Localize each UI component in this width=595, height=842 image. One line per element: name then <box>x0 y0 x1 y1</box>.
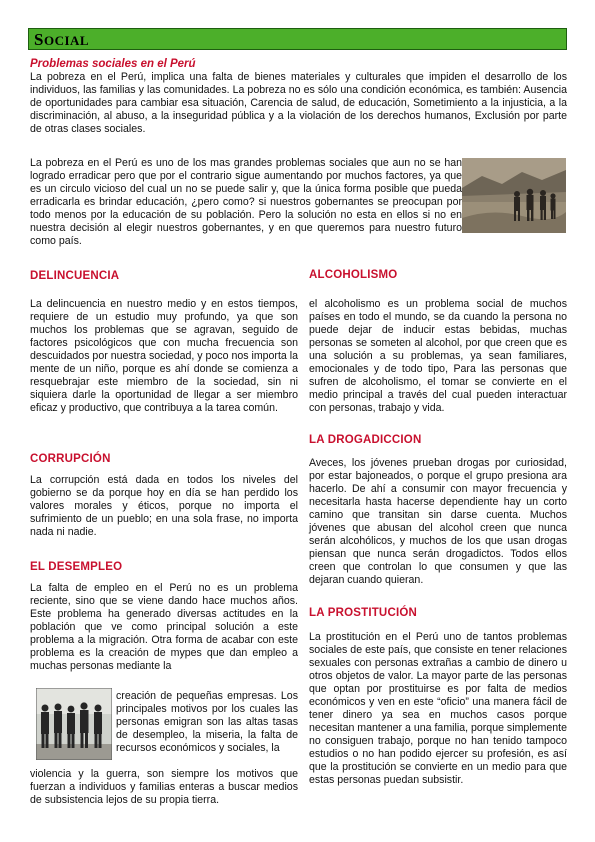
text-drogadiccion: Aveces, los jóvenes prueban drogas por curiosidad, por estar bajoneados, o porque el grupo presiona ara hacerlo. De ahí a consumir con mayor frecuencia y necesitarla hasta hacerse dependiente hay un corto camino que transitan sin darse cuenta. Muchos jóvenes que abusan del alcohol creen que nunca serán alcohólicos, y muchos de los que usan drogas piensan que nunca serán drogadictos. Todos ellos creen que controlan lo que consumen y que las dejaran cuando quieran. <box>309 457 567 586</box>
section-header-bar <box>28 28 567 50</box>
children-walking-photo <box>462 158 566 233</box>
heading-corrupcion: CORRUPCIÓN <box>30 453 111 465</box>
text-prostitucion: La prostitución en el Perú uno de tantos problemas sociales de este país, que consiste en tener relaciones sexuales con personas extrañas a cambio de dinero u otros objetos de valor. La mayor parte de las personas que optan por prostituirse es por falta de medios económicos y ven en este “oficio” una manera fácil de tener dinero ya sea en muchos casos porque necesitan mantener a una familia, porque simplemente no consiguen trabajo, porque no han tenido tampoco estudios o no han podido ejercer su profesión, es así que la prostitución se convierte en un medio para que estas personas puedan subsistir. <box>309 631 567 786</box>
text-corrupcion: La corrupción está dada en todos los niveles del gobierno se da porque hoy en día se han perdido los valores morales y éticos, porque no importa el sufrimiento de un pueblo; en una sola frase, no importa nada ni nadie. <box>30 474 298 538</box>
text-alcoholismo: el alcoholismo es un problema social de muchos países en todo el mundo, se da cuando la persona no puede dejar de inducir estas bebidas, muchas personas se someten al alcohol, por que creen que es una solución a su problemas, ya sean familiares, emocionales y de todo tipo, Para las personas que sufren de alcoholismo, el tomar se convierte en el medio principal a través del cual pueden interactuar con personas, trabajo y vida. <box>309 298 567 414</box>
text-delincuencia: La delincuencia en nuestro medio y en estos tiempos, requiere de un estudio muy profundo, ya que son muchos los problemas que se agravan, seguido de factores psicológicos que con mucha frecuencia son descuidados por nuestra sociedad, y poco nos importa la mente de un niño, porque es ahí donde se comienza a resquebrajar este miembro de la sociedad, sin ni siquiera darle la oportunidad de llegar a ser miembro eficaz y productivo, que contribuya a la tarea común. <box>30 298 298 414</box>
migration-queue-photo <box>36 688 112 760</box>
intro-paragraph-1: La pobreza en el Perú, implica una falta de bienes materiales y culturales que impiden el desarrollo de los individuos, las familias y las comunidades. La pobreza no es sólo una condición económica, es también: Ausencia de oportunidades para cambiar esa situación, Carencia de salud, de educación, Sometimiento a la injusticia, a la discriminación, al abuso, a la inseguridad pública y a la violación de los derechos humanos, Exclusión por parte de otras clases sociales. <box>30 71 567 135</box>
intro-paragraph-2: La pobreza en el Perú es uno de los mas grandes problemas sociales que aun no se han logrado erradicar pero que por el contrario sigue aumentando por muchos factores, ya que es un circulo vicioso del cual un no se puede salir y, que la única forma posible que pueda erradicarla es brindar educación, ¿pero como? si nuestros gobernantes se preocupan por todo menos por la educación de su población. Pero la solución no esta en ellos si no en nuestra decisión al elegir nuestros gobernantes, y en que queremos para nuestro futuro como país. <box>30 157 462 247</box>
section-title: SOCIAL <box>34 30 90 49</box>
heading-prostitucion: LA PROSTITUCIÓN <box>309 607 417 619</box>
article-subtitle: Problemas sociales en el Perú <box>30 58 196 70</box>
heading-drogadiccion: LA DROGADICCION <box>309 434 422 446</box>
text-desempleo-a: La falta de empleo en el Perú no es un problema reciente, sino que se viene dando hace muchos años. Este problema ha generado diversas actitudes en la población que ve como principal solución a este problema a la migración. Otra forma de acabar con este problema es la creación de mypes que dan empleo a muchas personas mediante la <box>30 582 298 672</box>
heading-desempleo: EL DESEMPLEO <box>30 561 123 573</box>
heading-alcoholismo: ALCOHOLISMO <box>309 269 398 281</box>
text-desempleo-c: violencia y la guerra, son siempre los motivos que fuerzan a individuos y familias enteras a buscar medios de subsistencia lejos de su propia tierra. <box>30 768 298 806</box>
text-desempleo-b: creación de pequeñas empresas. Los principales motivos por los cuales las personas emigran son las altas tasas de desempleo, la miseria, la falta de recursos económicos y sociales, la <box>116 690 298 754</box>
heading-delincuencia: DELINCUENCIA <box>30 270 120 282</box>
